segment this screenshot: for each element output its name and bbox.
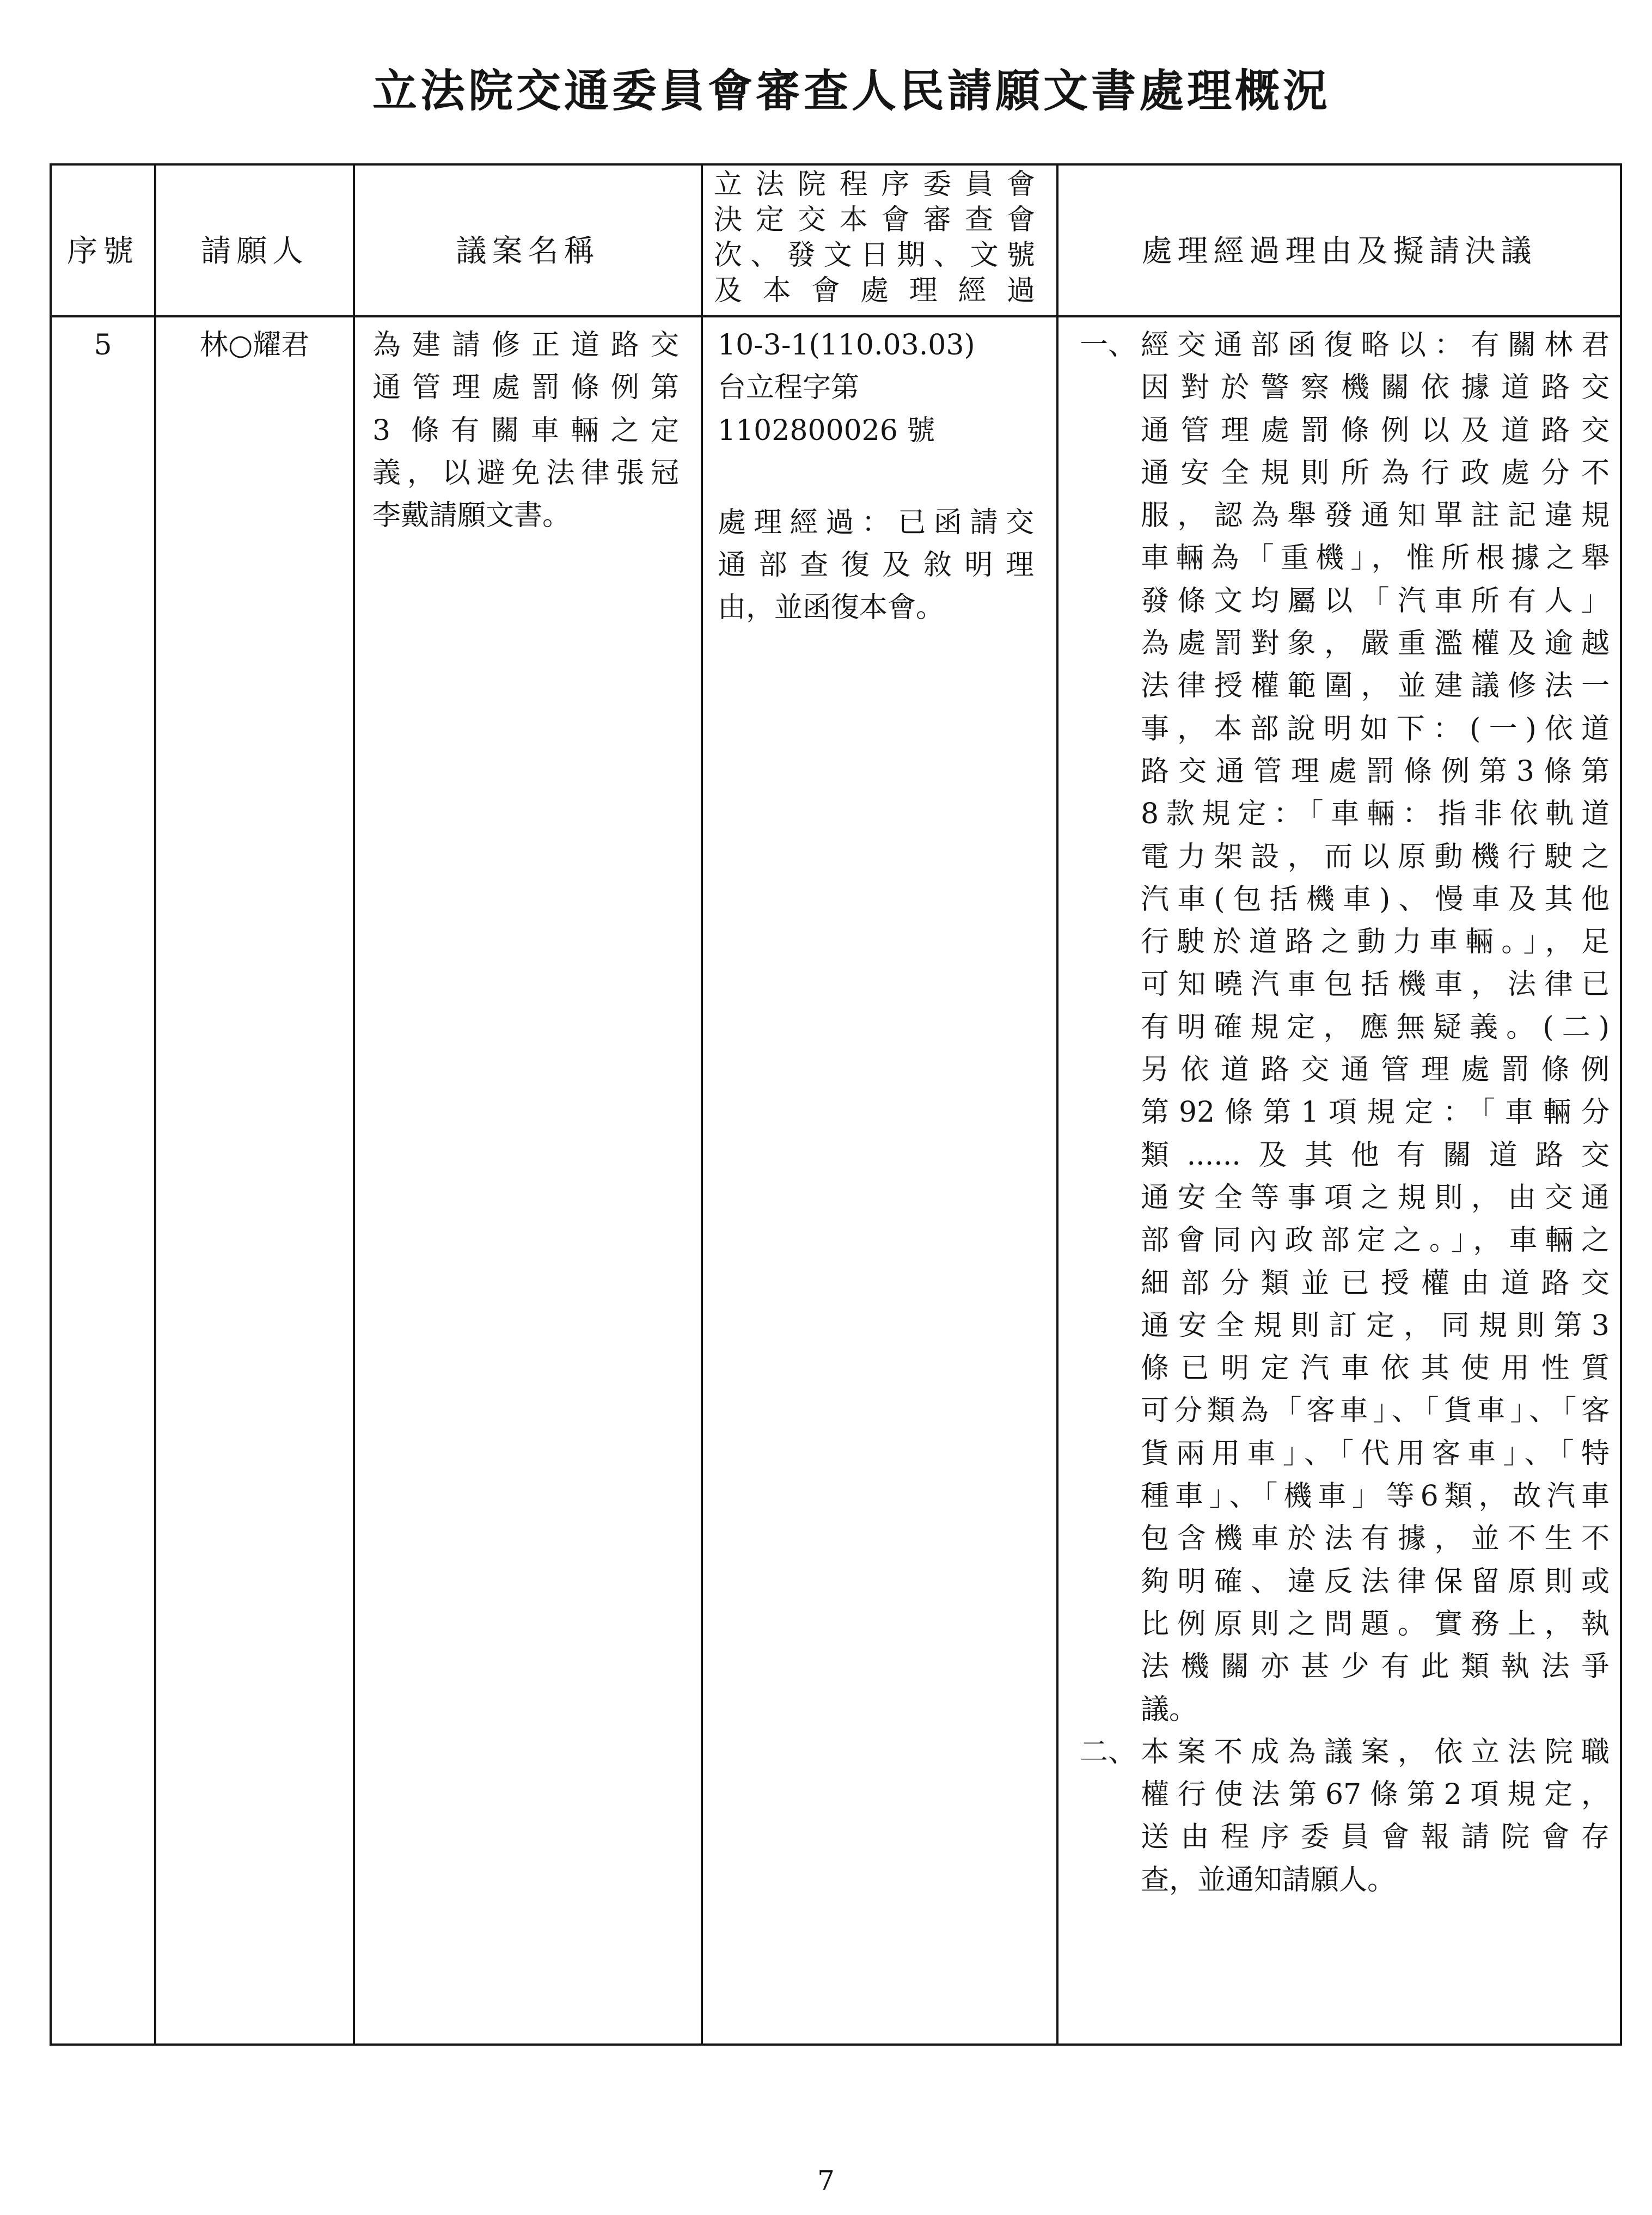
processing-line: 因對於警察機關依據道路交 (1141, 371, 1610, 405)
row-serial: 5 (52, 317, 156, 2046)
row-processing (1058, 317, 1622, 2046)
page-number: 7 (817, 2165, 835, 2196)
procedure-line: 1102800026 號 (718, 414, 935, 447)
petition-table (50, 163, 1622, 2046)
processing-line: 經交通部函復略以：有關林君 (1141, 329, 1610, 362)
item-marker: 二、 (1080, 1735, 1137, 1769)
processing-line: 通安全等事項之規則，由交通 (1141, 1181, 1610, 1214)
processing-line: 包含機車於法有據，並不生不 (1141, 1522, 1610, 1556)
handling-block (718, 501, 1034, 629)
procedure-line: 10-3-1(110.03.03) (718, 329, 975, 362)
bill-name-line: 李戴請願文書。 (372, 499, 571, 533)
processing-line: 細部分類並已授權由道路交 (1141, 1266, 1610, 1300)
processing-line: 8款規定：「車輛：指非依軌道 (1141, 798, 1610, 831)
bill-name-line: 3 條有關車輛之定 (372, 414, 679, 447)
processing-line: 車輛為「重機」，惟所根據之舉 (1141, 542, 1610, 575)
header-procedure-line: 決定交本會審查會 (714, 204, 1035, 236)
processing-line: 行駛於道路之動力車輛。」，足 (1141, 926, 1610, 959)
processing-line: 法機關亦甚少有此類執法爭 (1141, 1650, 1610, 1684)
bill-name-line: 通管理處罰條例第 (372, 371, 679, 405)
processing-line: 為處罰對象，嚴重濫權及逾越 (1141, 627, 1610, 660)
processing-line: 權行使法第67條第2項規定， (1141, 1778, 1610, 1812)
procedure-line: 台立程字第 (718, 371, 860, 405)
processing-line: 比例原則之問題。實務上，執 (1141, 1607, 1610, 1641)
processing-line: 電力架設，而以原動機行駛之 (1141, 840, 1610, 873)
header-bill-name: 議案名稱 (355, 166, 703, 317)
processing-line: 種車」、「機車」等6類，故汽車 (1141, 1480, 1610, 1513)
header-procedure-line: 立法院程序委員會 (714, 168, 1035, 201)
processing-line: 服，認為舉發通知單註記違規 (1141, 499, 1610, 533)
item-marker: 一、 (1080, 329, 1137, 362)
processing-line: 通管理處罰條例以及道路交 (1141, 414, 1610, 447)
processing-line: 有明確規定，應無疑義。(二) (1141, 1011, 1610, 1044)
header-procedure (703, 166, 1058, 317)
processing-line: 通安全規則所為行政處分不 (1141, 456, 1610, 489)
header-processing: 處理經過理由及擬請決議 (1058, 166, 1622, 317)
row-petitioner: 林○耀君 (156, 317, 355, 2046)
processing-line: 夠明確、違反法律保留原則或 (1141, 1565, 1610, 1598)
processing-line: 本案不成為議案，依立法院職 (1141, 1735, 1610, 1769)
processing-line: 第92條第1項規定：「車輛分 (1141, 1096, 1610, 1129)
processing-line: 類......及其他有關道路交 (1141, 1139, 1610, 1172)
processing-line: 貨兩用車」、「代用客車」、「特 (1141, 1437, 1610, 1470)
processing-line: 路交通管理處罰條例第3條第 (1141, 755, 1610, 788)
processing-line: 條已明定汽車依其使用性質 (1141, 1352, 1610, 1385)
processing-item-2 (1080, 1731, 1610, 1901)
processing-line: 可知曉汽車包括機車，法律已 (1141, 968, 1610, 1001)
processing-line: 查，並通知請願人。 (1141, 1863, 1396, 1896)
handling-line: 通部查復及敘明理 (718, 549, 1034, 582)
processing-line: 汽車(包括機車)、慢車及其他 (1141, 883, 1610, 916)
handling-line: 由，並函復本會。 (718, 591, 945, 625)
processing-line: 另依道路交通管理處罰條例 (1141, 1054, 1610, 1087)
processing-line: 議。 (1141, 1693, 1198, 1726)
processing-line: 事，本部說明如下：(一)依道 (1141, 712, 1610, 745)
processing-line: 送由程序委員會報請院會存 (1141, 1821, 1610, 1854)
header-serial: 序號 (52, 166, 156, 317)
processing-item-1 (1080, 324, 1610, 1731)
processing-line: 發條文均屬以「汽車所有人」 (1141, 584, 1610, 617)
handling-line: 處理經過：已函請交 (718, 506, 1034, 539)
row-procedure (703, 317, 1058, 2046)
processing-line: 可分類為「客車」、「貨車」、「客 (1141, 1394, 1610, 1428)
row-bill-name (355, 317, 703, 2046)
bill-name-line: 義，以避免法律張冠 (372, 456, 679, 489)
header-petitioner: 請願人 (156, 166, 355, 317)
header-procedure-line: 及本會處理經過 (714, 274, 1035, 307)
header-procedure-line: 次、發文日期、文號 (714, 239, 1035, 272)
document-title: 立法院交通委員會審查人民請願文書處理概況 (372, 65, 1331, 117)
processing-line: 法律授權範圍，並建議修法一 (1141, 670, 1610, 703)
bill-name-line: 為建請修正道路交 (372, 329, 679, 362)
processing-line: 通安全規則訂定，同規則第3 (1141, 1309, 1610, 1342)
processing-line: 部會同內政部定之。」，車輛之 (1141, 1224, 1610, 1257)
